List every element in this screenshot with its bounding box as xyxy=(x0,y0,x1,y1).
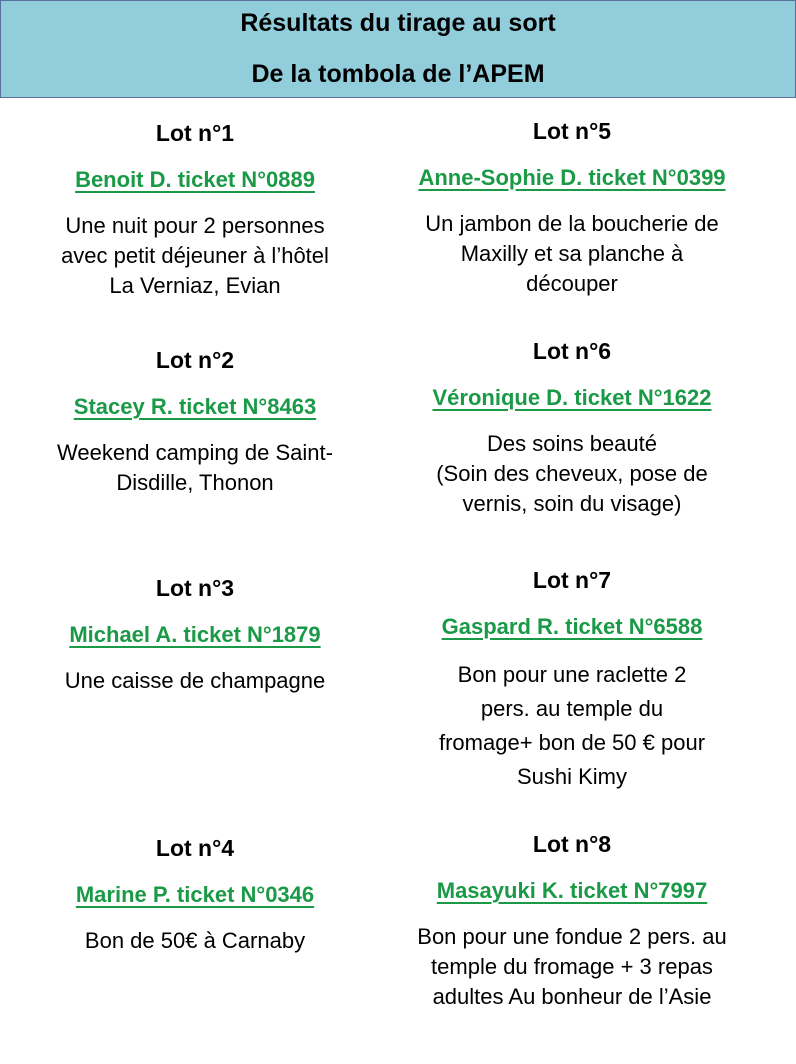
lot-title: Lot n°4 xyxy=(155,835,235,861)
lot-4 xyxy=(10,834,380,956)
prize-description xyxy=(384,209,760,299)
prize-line: Bon pour une raclette 2 xyxy=(457,662,687,687)
winner-name: Stacey R. ticket N°8463 xyxy=(73,394,317,419)
prize-description xyxy=(10,926,380,956)
prize-line: vernis, soin du visage) xyxy=(462,491,682,516)
prize-line: (Soin des cheveux, pose de xyxy=(436,461,708,486)
prize-line: Bon pour une fondue 2 pers. au xyxy=(417,924,727,949)
lot-title: Lot n°5 xyxy=(532,118,612,144)
prize-line: Des soins beauté xyxy=(487,431,657,456)
lot-1 xyxy=(10,119,380,301)
lot-title: Lot n°7 xyxy=(532,567,612,593)
lot-8 xyxy=(384,830,760,1012)
prize-description xyxy=(10,438,380,498)
prize-line: Une caisse de champagne xyxy=(64,668,326,693)
lot-title: Lot n°2 xyxy=(155,347,235,373)
lot-title: Lot n°1 xyxy=(155,120,235,146)
page-title: Résultats du tirage au sort xyxy=(240,9,556,37)
winner-name: Michael A. ticket N°1879 xyxy=(69,622,321,647)
prize-line: Bon de 50€ à Carnaby xyxy=(84,928,306,953)
winner-name: Masayuki K. ticket N°7997 xyxy=(436,878,708,903)
lot-6 xyxy=(384,337,760,519)
prize-line: fromage+ bon de 50 € pour xyxy=(438,730,706,755)
prize-description xyxy=(10,211,380,301)
prize-line: Un jambon de la boucherie de xyxy=(425,211,719,236)
lot-title: Lot n°8 xyxy=(532,831,612,857)
prize-line: Maxilly et sa planche à xyxy=(460,241,684,266)
prize-line: Disdille, Thonon xyxy=(116,470,274,495)
prize-line: pers. au temple du xyxy=(480,696,664,721)
lot-2 xyxy=(10,346,380,498)
page-header xyxy=(0,0,796,98)
prize-line: découper xyxy=(526,271,618,296)
prize-description xyxy=(384,658,760,794)
lot-7 xyxy=(384,566,760,794)
winner-name: Anne-Sophie D. ticket N°0399 xyxy=(418,165,726,190)
lot-title: Lot n°6 xyxy=(532,338,612,364)
prize-line: adultes Au bonheur de l’Asie xyxy=(432,984,712,1009)
winner-name: Gaspard R. ticket N°6588 xyxy=(441,614,703,639)
page-subtitle: De la tombola de l’APEM xyxy=(251,60,545,88)
prize-line: avec petit déjeuner à l’hôtel xyxy=(61,243,329,268)
prize-line: Sushi Kimy xyxy=(516,764,628,789)
lot-5 xyxy=(384,117,760,299)
winner-name: Véronique D. ticket N°1622 xyxy=(432,385,712,410)
lot-3 xyxy=(10,574,380,696)
winner-name: Benoit D. ticket N°0889 xyxy=(75,167,315,192)
prize-line: temple du fromage + 3 repas xyxy=(431,954,713,979)
prize-line: La Verniaz, Evian xyxy=(109,273,281,298)
prize-description xyxy=(384,429,760,519)
winner-name: Marine P. ticket N°0346 xyxy=(75,882,315,907)
lot-title: Lot n°3 xyxy=(155,575,235,601)
prize-line: Une nuit pour 2 personnes xyxy=(65,213,325,238)
prize-description xyxy=(10,666,380,696)
prize-description xyxy=(384,922,760,1012)
prize-line: Weekend camping de Saint- xyxy=(57,440,333,465)
